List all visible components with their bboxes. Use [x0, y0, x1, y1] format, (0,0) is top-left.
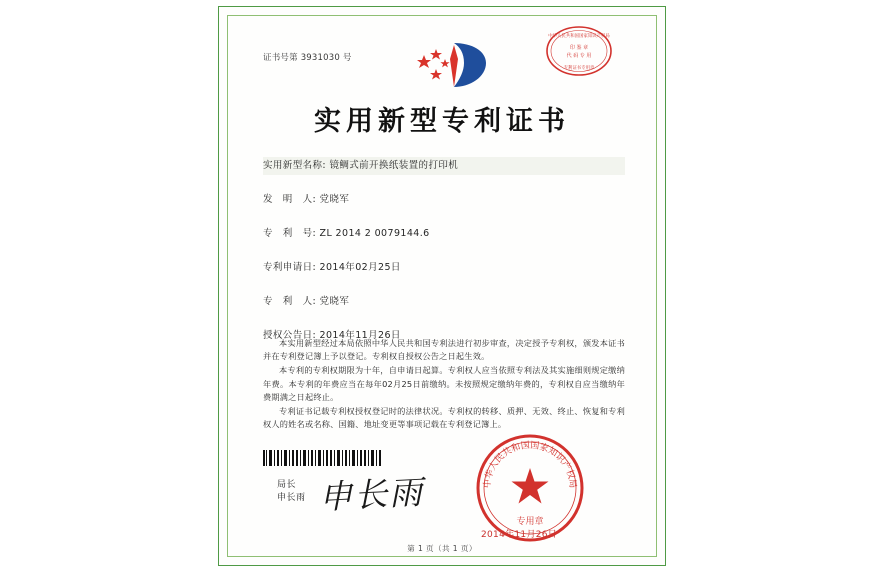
field-value: 2014年02月25日 — [319, 262, 401, 273]
director-title: 局长 — [277, 480, 297, 490]
svg-text:专用章: 专用章 — [516, 517, 544, 527]
director-name: 申长雨 — [277, 493, 306, 503]
body-paragraph: 专利证书记载专利权授权登记时的法律状况。专利权的转移、质押、无效、终止、恢复和专利权人的姓名或名称、国籍、地址变更等事项记载在专利登记簿上。 — [263, 406, 625, 430]
svg-text:中华人民共和国国家知识产权局: 中华人民共和国国家知识产权局 — [548, 34, 610, 39]
field-label: 发 明 人: — [263, 194, 317, 205]
top-right-official-seal-icon — [544, 25, 614, 77]
field-row-patent-number — [263, 227, 625, 241]
field-label: 实用新型名称: — [263, 160, 327, 171]
field-label: 授权公告日: — [263, 330, 317, 341]
field-value: 党晓军 — [319, 194, 350, 205]
legal-body-text — [263, 337, 625, 432]
director-label — [277, 479, 306, 505]
field-row-patentee — [263, 295, 625, 309]
field-row-application-date — [263, 261, 625, 275]
director-signature: 申长雨 — [318, 472, 426, 517]
field-value: 2014年11月26日 — [319, 330, 401, 341]
certificate-fields — [263, 159, 625, 363]
field-label: 专 利 号: — [263, 228, 317, 239]
field-label: 专 利 人: — [263, 296, 317, 307]
document-title: 实用新型专利证书 — [314, 106, 570, 137]
field-label: 专利申请日: — [263, 262, 317, 273]
seal-date: 2014年11月26日 — [481, 530, 558, 540]
field-value: ZL 2014 2 0079144.6 — [319, 228, 430, 239]
field-row-name — [263, 159, 625, 173]
sipo-logo-icon — [414, 39, 492, 91]
field-value: 党晓军 — [319, 296, 350, 307]
body-paragraph: 本专利的专利权期限为十年，自申请日起算。专利权人应当依照专利法及其实施细则规定缴纳年费。本专利的年费应当在每年02月25日前缴纳。未按照规定缴纳年费的，专利权自应当缴纳年费期满之日起终止。 — [263, 365, 625, 402]
certificate-number: 证书号第 3931030 号 — [263, 53, 352, 63]
certificate-sheet — [218, 6, 666, 566]
field-row-inventor — [263, 193, 625, 207]
body-paragraph: 本实用新型经过本局依照中华人民共和国专利法进行初步审查，决定授予专利权，颁发本证书并在专利登记簿上予以登记。专利权自授权公告之日起生效。 — [263, 338, 625, 362]
field-value: 镜鲷式前开换纸装置的打印机 — [329, 160, 459, 171]
svg-text:专利证书专用章: 专利证书专用章 — [563, 66, 595, 71]
barcode — [263, 450, 381, 466]
svg-text:中华人民共和国国家知识产权局: 中华人民共和国国家知识产权局 — [482, 440, 578, 489]
svg-text:印 鉴 章: 印 鉴 章 — [569, 45, 589, 51]
svg-text:代 码 专 用: 代 码 专 用 — [566, 53, 592, 59]
page-footer: 第 1 页（共 1 页） — [407, 544, 477, 553]
